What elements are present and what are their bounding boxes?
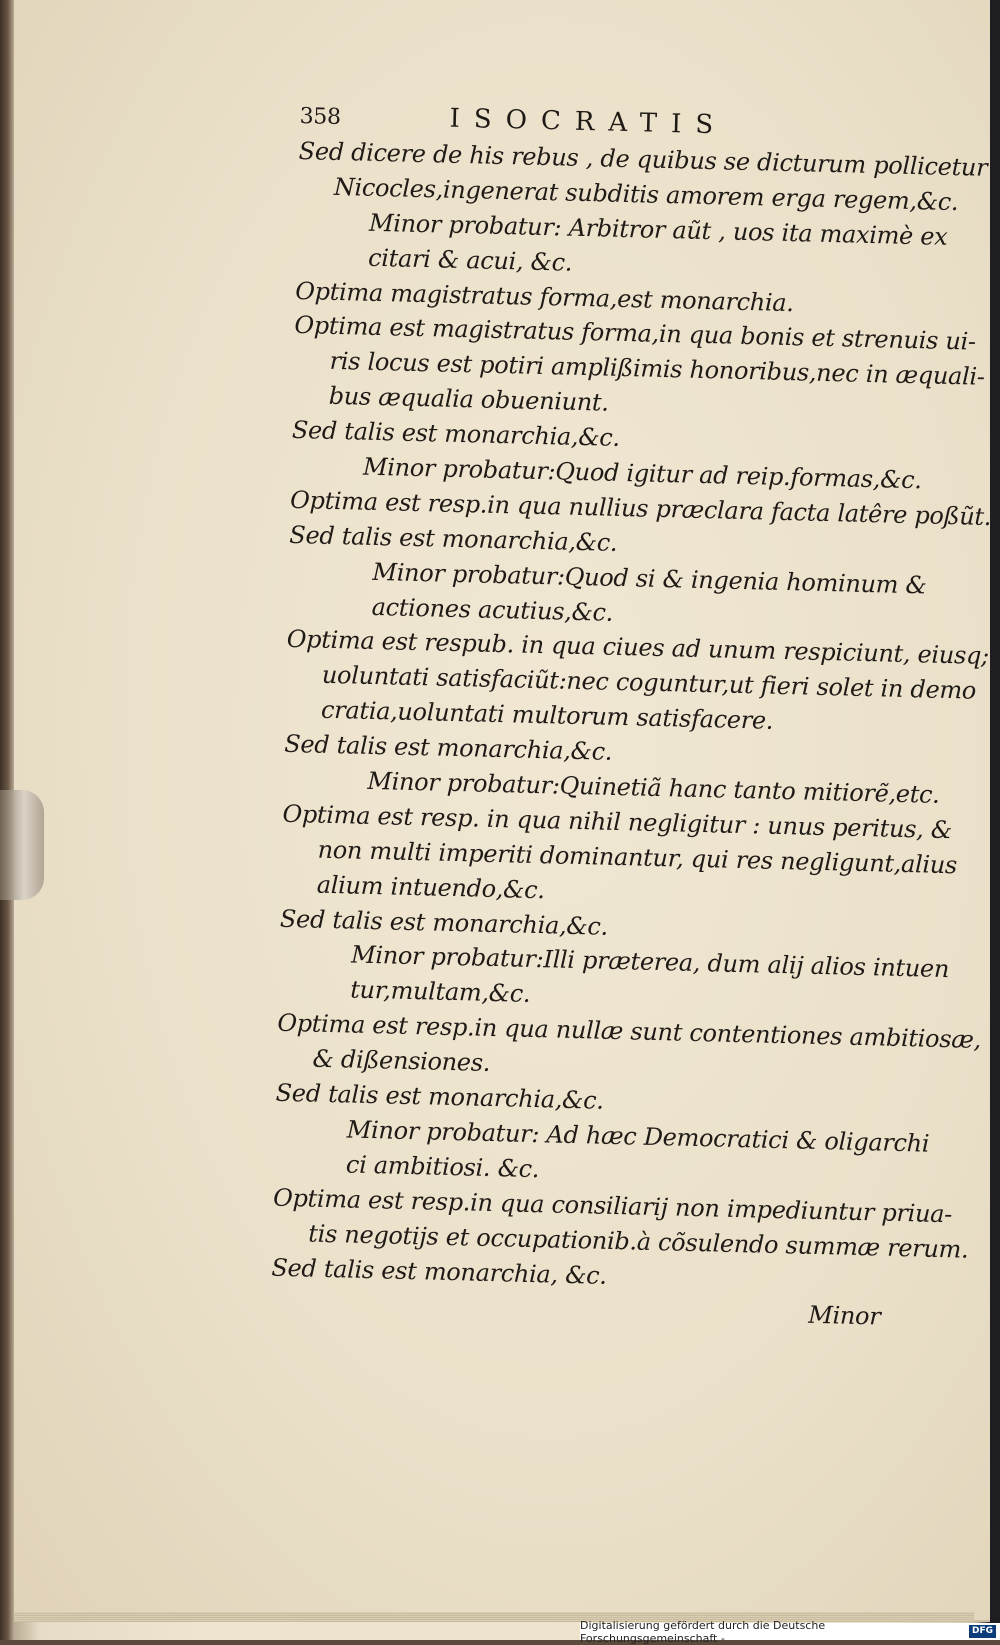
running-head: ISOCRATIS — [449, 103, 728, 141]
text-lines — [271, 134, 992, 1301]
text-line: tis negotijs et occupationib.à cõsulendo summæ rerum. — [307, 1219, 969, 1264]
text-line: Minor probatur: Ad hæc Democratici & oligarchi — [346, 1115, 930, 1158]
text-line: ris locus est potiri amplißimis honoribus,nec in æquali- — [329, 347, 985, 392]
text-line: citari & acui, &c. — [367, 243, 573, 277]
text-line: Nicocles,ingenerat subditis amorem erga regem,&c. — [333, 172, 959, 217]
text-line: Sed talis est monarchia,&c. — [275, 1078, 604, 1115]
text-line: Sed talis est monarchia,&c. — [289, 520, 618, 557]
page-number: 358 — [299, 103, 341, 130]
text-line: Minor probatur:Quinetiã hanc tanto mitiorẽ,etc. — [367, 766, 940, 809]
text-line: Minor probatur:Quod si & ingenia hominum & — [372, 557, 927, 600]
digitization-footer — [580, 1618, 1000, 1645]
text-line: Sed talis est monarchia,&c. — [291, 416, 621, 453]
text-line: Sed talis est monarchia,&c. — [279, 904, 609, 941]
catchword: Minor — [807, 1301, 881, 1331]
text-line: Optima magistratus forma,est monarchia. — [295, 276, 795, 317]
text-line: bus æqualia obueniunt. — [328, 382, 609, 417]
text-block — [270, 100, 992, 1336]
text-line: cratia,uoluntati multorum satisfacere. — [320, 695, 774, 735]
text-line: Sed talis est monarchia, &c. — [271, 1253, 608, 1290]
text-line: Sed talis est monarchia,&c. — [283, 729, 613, 766]
text-line: tur,multam,&c. — [349, 975, 531, 1009]
text-line: non multi imperiti dominantur, qui res negligunt,alius — [317, 835, 958, 880]
text-line: Optima est resp. in qua nihil negligitur : unus peritus, & — [282, 799, 953, 845]
text-line: actiones acutius,&c. — [371, 592, 614, 627]
text-line: Minor probatur: Arbitror aũt , uos ita maximè ex — [368, 208, 948, 251]
text-line: Optima est resp.in qua consiliarij non impediuntur priua- — [272, 1183, 953, 1228]
text-line: Minor probatur:Illi præterea, dum alij alios intuen — [350, 940, 950, 984]
dfg-logo: DFG — [969, 1625, 996, 1638]
page-clip — [0, 790, 44, 900]
text-line: Optima est respub. in qua ciues ad unum respiciunt, eiusq; — [286, 625, 990, 671]
text-line: Sed dicere de his rebus , de quibus se dicturum pollicetur — [298, 136, 988, 182]
text-line: uoluntati satisfaciũt:nec coguntur,ut fieri solet in demo — [321, 661, 977, 706]
text-line: & dißensiones. — [312, 1044, 491, 1078]
text-line: Optima est resp.in qua nullius præclara facta latêre poßũt. — [289, 485, 992, 531]
text-line: ci ambitiosi. &c. — [345, 1150, 540, 1183]
text-line: Optima est resp.in qua nullæ sunt contentiones ambitiosæ, — [277, 1008, 982, 1055]
text-line: Minor probatur:Quod igitur ad reip.formas,&c. — [362, 452, 923, 495]
text-line: alium intuendo,&c. — [316, 870, 545, 904]
footer-text: Digitalisierung gefördert durch die Deutsche Forschungsgemeinschaft - — [580, 1618, 826, 1645]
text-line: Optima est magistratus forma,in qua bonis et strenuis ui- — [294, 311, 977, 357]
